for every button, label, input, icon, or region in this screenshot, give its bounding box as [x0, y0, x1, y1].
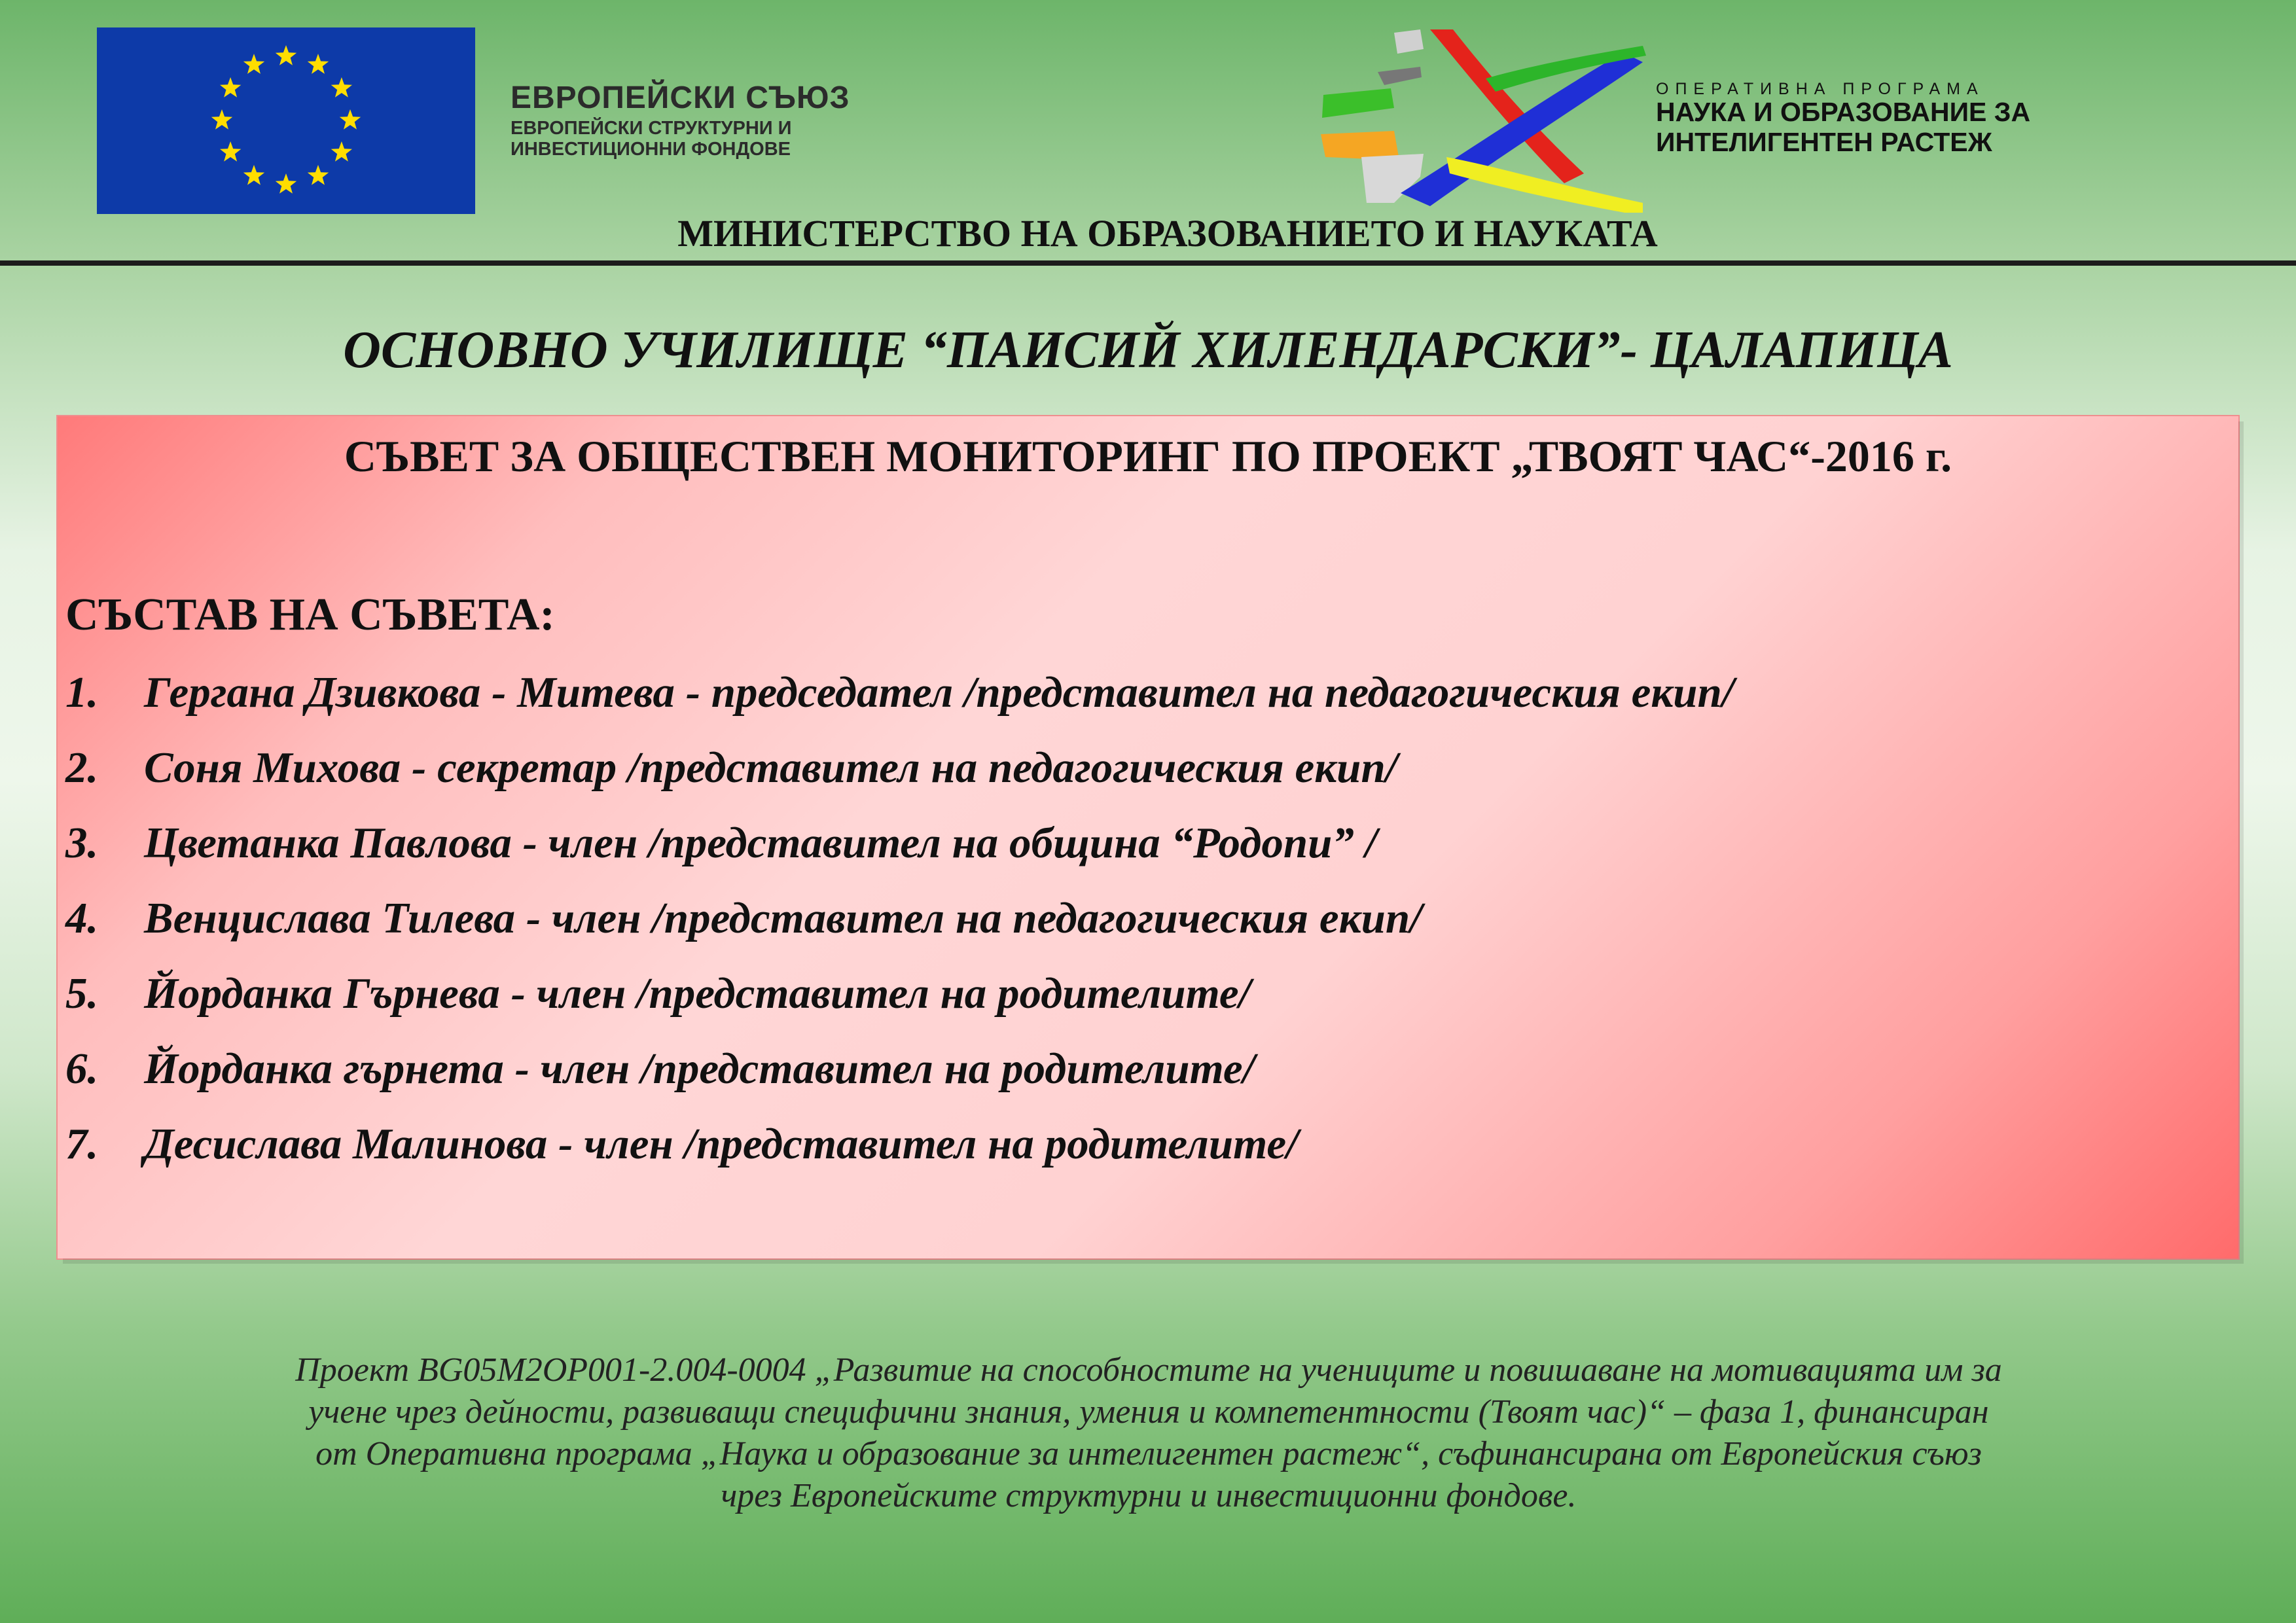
list-item-number: 2.	[65, 743, 99, 792]
eu-logo-title: ЕВРОПЕЙСКИ СЪЮЗ	[511, 80, 850, 115]
list-item	[65, 743, 1734, 818]
list-item-text: Йорданка гърнета - член /представител на родителите/	[144, 1044, 1255, 1093]
eu-star-icon	[243, 165, 264, 185]
project-note-line: учене чрез дейности, развиващи специфични знания, умения и компетентности (Твоят час)“ – фаза 1, финансиран	[308, 1393, 1989, 1431]
header-divider	[0, 260, 2296, 266]
project-note-line: от Оперативна програма „Наука и образование за интелигентен растеж“, съфинансирана от Европейския съюз	[315, 1435, 1982, 1472]
list-item-text: Десислава Малинова - член /представител на родителите/	[144, 1120, 1299, 1168]
eu-star-icon	[276, 45, 296, 65]
members-list	[65, 668, 1734, 1194]
eu-star-icon	[220, 77, 241, 98]
project-note-line: Проект BG05M2OP001-2.004-0004 „Развитие на способностите на учениците и повишаване на мотивацията им за	[295, 1351, 2002, 1389]
list-item-number: 3.	[65, 819, 99, 867]
eu-star-icon	[331, 77, 352, 98]
eu-star-icon	[331, 141, 352, 162]
eu-logo-subtitle-2: ИНВЕСТИЦИОННИ ФОНДОВЕ	[511, 139, 791, 160]
list-item-number: 6.	[65, 1044, 99, 1093]
list-item-number: 1.	[65, 668, 99, 717]
eu-star-icon	[243, 54, 264, 74]
list-item	[65, 1044, 1734, 1119]
eu-star-icon	[308, 165, 329, 185]
list-item-number: 7.	[65, 1120, 99, 1168]
project-note-line: чрез Европейските структурни и инвестиционни фондове.	[721, 1477, 1577, 1514]
eu-flag-icon	[97, 27, 475, 214]
eu-star-icon	[220, 141, 241, 162]
list-item	[65, 818, 1734, 893]
council-panel	[58, 416, 2238, 1258]
program-label: ОПЕРАТИВНА ПРОГРАМА	[1656, 80, 1984, 98]
eu-star-icon	[308, 54, 329, 74]
eu-star-icon	[276, 173, 296, 194]
list-item-text: Цветанка Павлова - член /представител на община “Родопи” /	[144, 819, 1378, 867]
list-item	[65, 1119, 1734, 1194]
school-title: ОСНОВНО УЧИЛИЩЕ “ПАИСИЙ ХИЛЕНДАРСКИ”- ЦАЛАПИЦА	[343, 321, 1953, 379]
list-item-text: Гергана Дзивкова - Митева - председател /представител на педагогическия екип/	[144, 668, 1734, 717]
list-item	[65, 668, 1734, 743]
list-item	[65, 893, 1734, 969]
project-note	[59, 1349, 2238, 1517]
ministry-title: МИНИСТЕРСТВО НА ОБРАЗОВАНИЕТО И НАУКАТА	[677, 212, 1658, 255]
list-item-text: Йорданка Гърнева - член /представител на родителите/	[144, 969, 1251, 1018]
list-item	[65, 969, 1734, 1044]
eu-star-icon	[340, 109, 361, 130]
list-item-text: Соня Михова - секретар /представител на педагогическия екип/	[144, 743, 1398, 792]
list-item-number: 4.	[65, 894, 99, 942]
program-name-line-2: ИНТЕЛИГЕНТЕН РАСТЕЖ	[1656, 127, 1992, 157]
operational-program-logo-icon	[1316, 26, 1656, 213]
eu-logo-subtitle-1: ЕВРОПЕЙСКИ СТРУКТУРНИ И	[511, 118, 792, 139]
program-name-line-1: НАУКА И ОБРАЗОВАНИЕ ЗА	[1656, 97, 2031, 127]
composition-heading: СЪСТАВ НА СЪВЕТА:	[65, 590, 555, 640]
list-item-number: 5.	[65, 969, 99, 1018]
council-title: СЪВЕТ ЗА ОБЩЕСТВЕН МОНИТОРИНГ ПО ПРОЕКТ „ТВОЯТ ЧАС“-2016 г.	[344, 431, 1952, 481]
eu-star-icon	[211, 109, 232, 130]
list-item-text: Венцислава Тилева - член /представител на педагогическия екип/	[144, 894, 1422, 942]
